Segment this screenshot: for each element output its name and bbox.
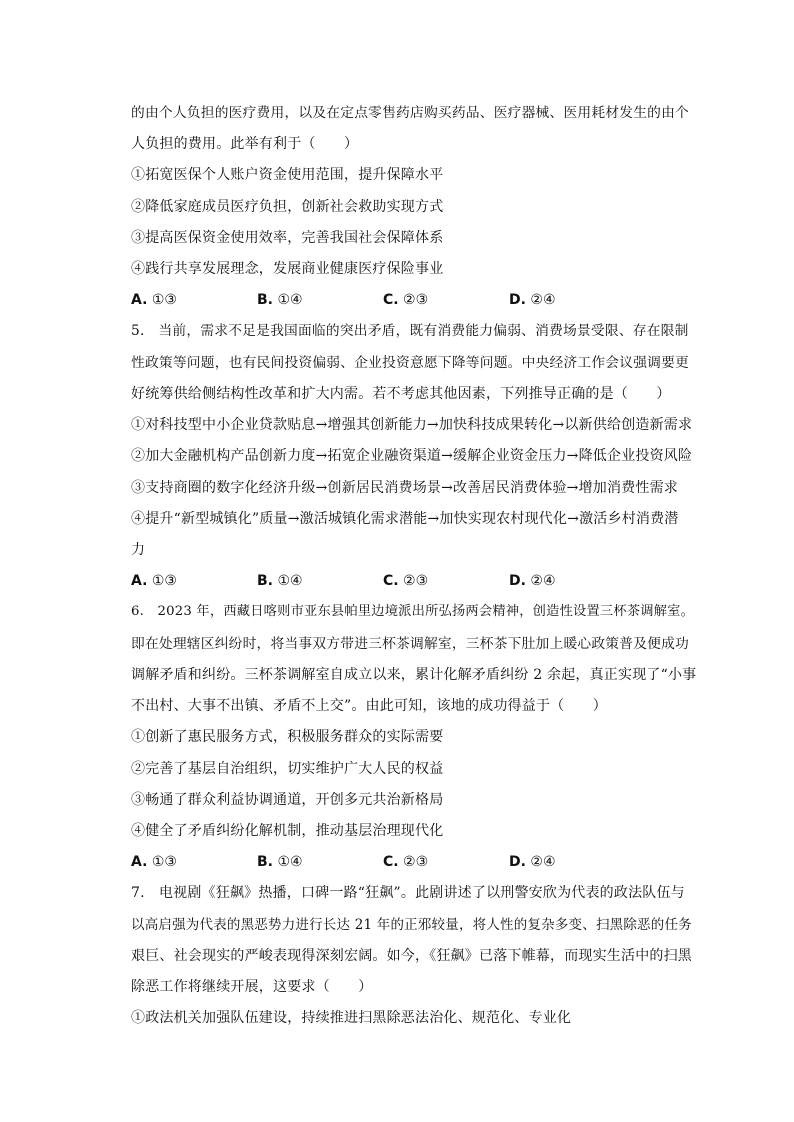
- q6-option-c[interactable]: C. ②③: [383, 854, 429, 870]
- q5-statement-1: ①对科技型中小企业贷款贴息→增强其创新能力→加快科技成果转化→以新供给创造新需求: [131, 417, 693, 433]
- q5-option-b[interactable]: B. ①④: [257, 573, 303, 589]
- q4-stem-line-1: 的由个人负担的医疗费用，以及在定点零售药店购买药品、医疗器械、医用耗材发生的由个: [131, 105, 690, 121]
- q5-option-c[interactable]: C. ②③: [383, 573, 429, 589]
- q6-statement-1: ①创新了惠民服务方式，积极服务群众的实际需要: [131, 729, 444, 745]
- q7-stem-line-1: 7. 电视剧《狂飙》热播，口碑一路“狂飙”。此剧讲述了以刑警安欣为代表的政法队伍与: [131, 885, 685, 901]
- q4-statement-4: ④践行共享发展理念，发展商业健康医疗保险事业: [131, 261, 444, 277]
- q7-stem-line-4: 除恶工作将继续开展，这要求（ ）: [131, 979, 373, 995]
- q7-stem-line-3: 艰巨、社会现实的严峻表现得深刻宏阔。如今，《狂飙》已落下帷幕，而现实生活中的扫黑: [131, 948, 692, 964]
- q5-statement-4-cont: 力: [131, 542, 146, 558]
- q6-stem-line-4: 不出村、大事不出镇、矛盾不上交”。由此可知，该地的成功得益于（ ）: [131, 698, 607, 714]
- q4-stem-line-2: 人负担的费用。此举有利于（ ）: [131, 136, 359, 152]
- q6-stem-line-2: 即在处理辖区纠纷时，将当事双方带进三杯茶调解室，三杯茶下肚加上暖心政策普及便成功: [131, 636, 690, 652]
- q4-statement-3: ③提高医保资金使用效率，完善我国社会保障体系: [131, 230, 444, 246]
- q5-statement-2: ②加大金融机构产品创新力度→拓宽企业融资渠道→缓解企业资金压力→降低企业投资风险: [131, 448, 693, 464]
- q6-stem-line-1: 6. 2023 年，西藏日喀则市亚东县帕里边境派出所弘扬两会精神，创造性设置三杯茶调解室。: [131, 604, 695, 619]
- q6-statement-3: ③畅通了群众利益协调通道，开创多元共治新格局: [131, 792, 444, 808]
- q5-stem-line-3: 好统筹供给侧结构性改革和扩大内需。若不考虑其他因素，下列推导正确的是（ ）: [131, 386, 671, 402]
- q6-statement-2: ②完善了基层自治组织，切实维护广大人民的权益: [131, 761, 444, 777]
- q7-statement-1: ①政法机关加强队伍建设，持续推进扫黑除恶法治化、规范化、专业化: [131, 1010, 572, 1026]
- q4-statement-2: ②降低家庭成员医疗负担，创新社会救助实现方式: [131, 199, 444, 215]
- q6-option-b[interactable]: B. ①④: [257, 854, 303, 870]
- q5-statement-4: ④提升“新型城镇化”质量→激活城镇化需求潜能→加快实现农村现代化→激活乡村消费潜: [131, 511, 679, 527]
- q6-stem-line-3: 调解矛盾和纠纷。三杯茶调解室自成立以来，累计化解矛盾纠纷 2 余起，真正实现了“小事: [131, 667, 697, 683]
- q4-option-b[interactable]: B. ①④: [257, 292, 303, 308]
- q5-stem-line-2: 性政策等问题，也有民间投资偏弱、企业投资意愿下降等问题。中央经济工作会议强调要更: [131, 355, 690, 371]
- q5-option-a[interactable]: A. ①③: [131, 573, 177, 589]
- q4-option-d[interactable]: D. ②④: [509, 292, 556, 308]
- q6-option-d[interactable]: D. ②④: [509, 854, 556, 870]
- q4-statement-1: ①拓宽医保个人账户资金使用范围，提升保障水平: [131, 167, 444, 183]
- q4-option-c[interactable]: C. ②③: [383, 292, 429, 308]
- q6-option-a[interactable]: A. ①③: [131, 854, 177, 870]
- q6-statement-4: ④健全了矛盾纠纷化解机制，推动基层治理现代化: [131, 823, 444, 839]
- q7-stem-line-2: 以高启强为代表的黑恶势力进行长达 21 年的正邪较量，将人性的复杂多变、扫黑除恶的任务: [131, 917, 692, 933]
- q4-option-a[interactable]: A. ①③: [131, 292, 177, 308]
- q5-stem-line-1: 5. 当前，需求不足是我国面临的突出矛盾，既有消费能力偏弱、消费场景受限、存在限制: [131, 323, 689, 339]
- q5-option-d[interactable]: D. ②④: [509, 573, 556, 589]
- q5-statement-3: ③支持商圈的数字化经济升级→创新居民消费场景→改善居民消费体验→增加消费性需求: [131, 480, 678, 496]
